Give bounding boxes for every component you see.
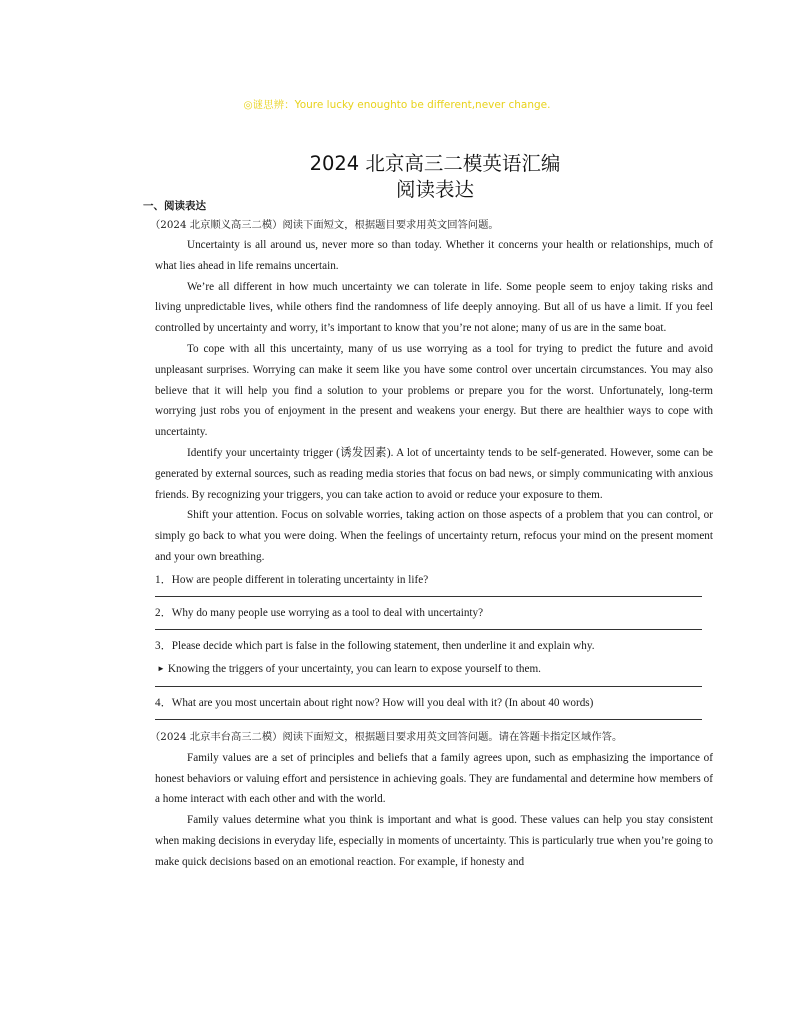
passage-source-2: （2024 北京丰台高三二模）阅读下面短文，根据题目要求用英文回答问题。请在答题卡指定区域作答。 — [150, 730, 623, 743]
section-heading: 一、阅读表达 — [143, 200, 206, 212]
paragraph: To cope with all this uncertainty, many of us use worrying as a tool for trying to predict the future and avoid unpleasant surprises. Worrying can make it seem like you have some control over uncertain circumstances. You may also believe that it will help you find a solution to your problems or prepare you for the worst. Unfortunately, long-term worrying just robs you of enjoyment in the present and weakens your energy. But there are healthier ways to cope with uncertainty. — [155, 342, 713, 439]
answer-line-2 — [155, 629, 702, 630]
paragraph: Family values are a set of principles and beliefs that a family agrees upon, such as emphasizing the importance of honest behaviors or valuing effort and persistence in achieving goals. They are fundamental and determine how members of a home interact with each other and with the world. — [155, 751, 713, 806]
statement — [155, 658, 713, 680]
watermark-text: ◎谜思辨：Youre lucky enoughto be different,never change. — [243, 99, 551, 111]
passage-source-1: （2024 北京顺义高三二模）阅读下面短文，根据题目要求用英文回答问题。 — [150, 219, 499, 231]
question-3: 3．Please decide which part is false in the following statement, then underline it and explain why. — [155, 639, 595, 652]
document-subtitle: 阅读表达 — [395, 178, 474, 201]
question-4: 4．What are you most uncertain about right now? How will you deal with it? (In about 40 words) — [155, 696, 594, 709]
document-body — [143, 198, 713, 873]
paragraph: Uncertainty is all around us, never more so than today. Whether it concerns your health or relationships, much of what lies ahead in life remains uncertain. — [155, 239, 713, 272]
answer-line-3 — [155, 686, 702, 687]
answer-line-1 — [155, 596, 702, 597]
paragraph: Family values determine what you think is important and what is good. These values can help you stay consistent when making decisions in everyday life, especially in moments of uncertainty. This is particularly true when you’re going to make quick decisions based on an emotional reaction. For example, if honesty and — [155, 814, 713, 868]
paragraph: We’re all different in how much uncertainty we can tolerate in life. Some people seem to enjoy taking risks and living unpredictable lives, while others find the randomness of life deeply annoying. But all of us have a limit. If you feel controlled by uncertainty and worry, it’s important to know that you’re not alone; many of us are in the same boat. — [155, 280, 713, 335]
question-2: 2．Why do many people use worrying as a tool to deal with uncertainty? — [155, 606, 484, 619]
question-1: 1．How are people different in tolerating uncertainty in life? — [155, 573, 429, 586]
paragraph: Identify your uncertainty trigger (诱发因素). A lot of uncertainty tends to be self-generated. However, some can be generated by external sources, such as reading media stories that focus on bad news, or simply communicating with anxious friends. By recognizing your triggers, you can take action to avoid or reduce your exposure to them. — [155, 446, 713, 501]
triangle-bullet-icon: ► — [157, 663, 165, 673]
paragraph: Shift your attention. Focus on solvable worries, taking action on those aspects of a problem that you can control, or simply go back to what you were doing. When the feelings of uncertainty return, refocus your mind on the present moment and your own breathing. — [155, 509, 713, 563]
statement-text: Knowing the triggers of your uncertainty, you can learn to expose yourself to them. — [167, 662, 541, 675]
answer-line-4 — [155, 719, 702, 720]
document-title: 2024 北京高三二模英语汇编 — [309, 152, 561, 175]
